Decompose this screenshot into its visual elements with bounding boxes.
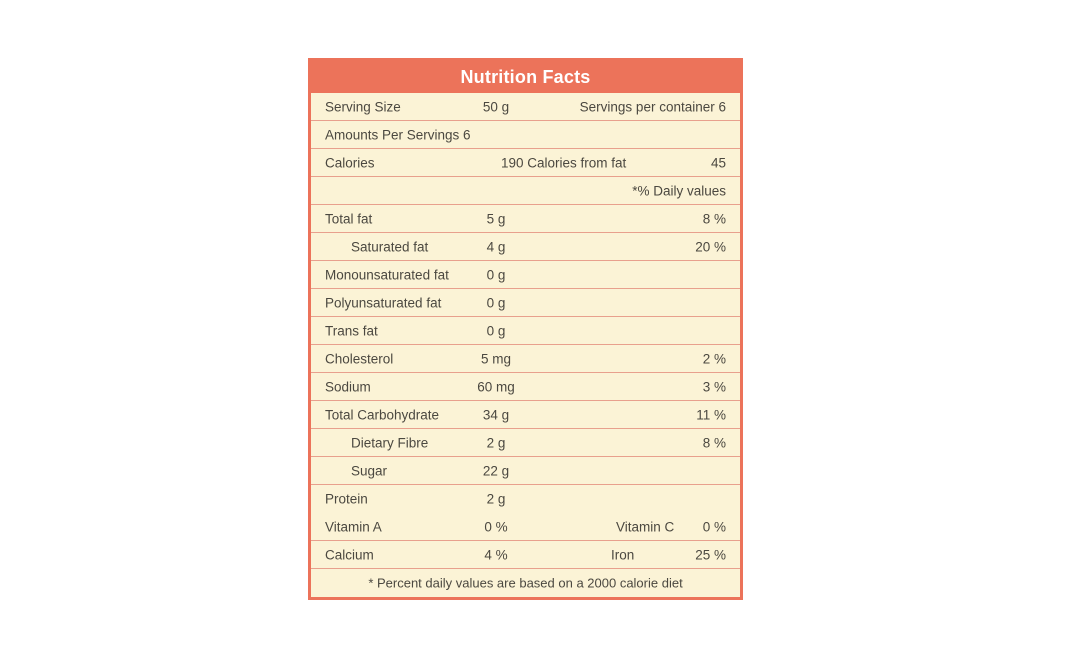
vitamin-left-value: 4 %	[484, 547, 508, 562]
nutrient-row	[311, 485, 740, 513]
nutrient-name: Sodium	[325, 379, 371, 394]
nutrient-row	[311, 345, 740, 373]
calories-label: Calories	[325, 155, 375, 170]
vitamin-left-name: Calcium	[325, 547, 374, 562]
vitamin-right-name: Iron	[611, 547, 635, 562]
amounts-per-serving-row	[311, 121, 740, 149]
vitamin-row	[311, 541, 740, 569]
nutrient-name: Polyunsaturated fat	[325, 295, 442, 310]
calories-value: 190 Calories from fat	[501, 155, 627, 170]
daily-values-header-row	[311, 177, 740, 205]
nutrient-daily-value: 2 %	[702, 351, 726, 366]
nutrient-name: Saturated fat	[351, 239, 429, 254]
nutrient-amount: 22 g	[482, 463, 510, 478]
nutrient-row	[311, 401, 740, 429]
nutrient-daily-value: 8 %	[702, 435, 726, 450]
amounts-per-serving-label: Amounts Per Servings 6	[325, 127, 471, 142]
servings-per-container: Servings per container 6	[579, 99, 726, 114]
vitamin-row	[311, 513, 740, 541]
vitamin-left-name: Vitamin A	[325, 519, 382, 534]
nutrient-amount: 60 mg	[477, 379, 515, 394]
nutrient-name: Protein	[325, 491, 368, 507]
vitamin-right-value: 0 %	[702, 519, 726, 534]
nutrient-row	[311, 289, 740, 317]
nutrient-name: Sugar	[351, 463, 388, 478]
nutrient-row	[311, 373, 740, 401]
nutrient-amount: 2 g	[486, 491, 506, 507]
nutrient-name: Trans fat	[325, 323, 378, 338]
calories-from-fat-value: 45	[710, 155, 726, 170]
nutrient-name: Total fat	[325, 211, 373, 226]
nutrient-row	[311, 233, 740, 261]
serving-size-label: Serving Size	[325, 99, 401, 114]
nutrient-amount: 34 g	[482, 407, 510, 422]
footnote-row	[311, 569, 740, 597]
vitamin-right-value: 25 %	[695, 547, 726, 562]
nutrient-name: Total Carbohydrate	[325, 407, 440, 422]
nutrient-name: Monounsaturated fat	[325, 267, 449, 282]
footnote-text: * Percent daily values are based on a 2000 calorie diet	[368, 575, 683, 591]
nutrient-row	[311, 457, 740, 485]
nutrient-row	[311, 317, 740, 345]
vitamin-left-value: 0 %	[484, 519, 508, 534]
nutrition-facts-panel	[308, 58, 743, 600]
nutrient-row	[311, 205, 740, 233]
nutrient-amount: 0 g	[486, 323, 506, 338]
nutrient-daily-value: 20 %	[695, 239, 726, 254]
calories-row	[311, 149, 740, 177]
nutrient-daily-value: 8 %	[702, 211, 726, 226]
nutrient-amount: 5 mg	[480, 351, 511, 366]
serving-size-amount: 50 g	[482, 99, 510, 114]
nutrition-facts-title: Nutrition Facts	[311, 61, 740, 93]
nutrient-amount: 5 g	[486, 211, 506, 226]
serving-size-row	[311, 93, 740, 121]
nutrient-amount: 0 g	[486, 267, 506, 282]
nutrient-amount: 0 g	[486, 295, 506, 310]
daily-values-header: *% Daily values	[632, 183, 726, 198]
nutrient-name: Cholesterol	[325, 351, 394, 366]
nutrient-amount: 2 g	[486, 435, 506, 450]
nutrient-row	[311, 261, 740, 289]
vitamin-right-name: Vitamin C	[616, 519, 675, 534]
nutrient-daily-value: 11 %	[696, 407, 726, 422]
nutrient-amount: 4 g	[486, 239, 506, 254]
nutrient-name: Dietary Fibre	[351, 435, 429, 450]
nutrient-daily-value: 3 %	[702, 379, 726, 394]
nutrient-row	[311, 429, 740, 457]
